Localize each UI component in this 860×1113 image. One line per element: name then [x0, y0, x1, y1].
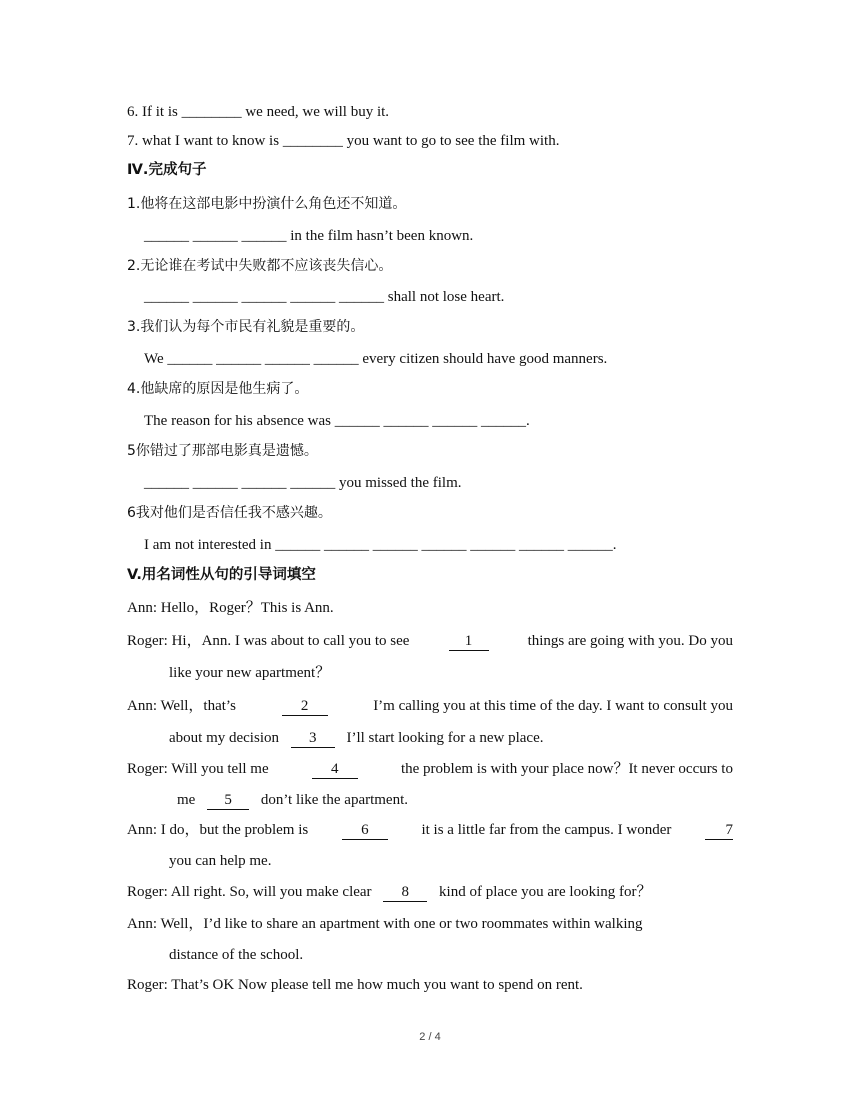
- blank-8: 8: [383, 885, 427, 902]
- chinese-sentence-3: 3.我们认为每个市民有礼貌是重要的。: [127, 319, 365, 335]
- exercise-line-7: 7. what I want to know is ________ you want to go to see the film with.: [127, 133, 560, 149]
- text-segment: about my decision: [169, 730, 279, 746]
- dialogue-line-2: [127, 634, 733, 651]
- blank-4: 4: [312, 762, 358, 779]
- text-segment: Roger: Hi，Ann. I was about to call you to see: [127, 633, 410, 649]
- exercise-line-6: 6. If it is ________ we need, we will buy it.: [127, 104, 390, 120]
- dialogue-line-1: Ann: Hello，Roger？This is Ann.: [127, 600, 334, 616]
- dialogue-line-3-cont: [169, 731, 544, 748]
- text-segment: don’t like the apartment.: [260, 792, 409, 808]
- blank-1: 1: [449, 634, 489, 651]
- english-sentence-3: We ______ ______ ______ ______ every citizen should have good manners.: [144, 351, 608, 367]
- chinese-sentence-4: 4.他缺席的原因是他生病了。: [127, 381, 309, 397]
- dialogue-line-5-cont: you can help me.: [169, 853, 272, 869]
- dialogue-line-7: Ann: Well，I’d like to share an apartment with one or two roommates within walking: [127, 916, 643, 932]
- english-sentence-6: I am not interested in ______ ______ ______ ______ ______ ______ ______.: [144, 537, 617, 553]
- text-segment: Roger: Will you tell me: [127, 761, 269, 777]
- english-sentence-5: ______ ______ ______ ______ you missed the film.: [144, 475, 462, 491]
- text-segment: Ann: I do，but the problem is: [127, 822, 309, 838]
- dialogue-line-5: [127, 823, 733, 840]
- dialogue-line-4-cont: [177, 793, 408, 810]
- section-heading-v: V.用名词性从句的引导词填空: [127, 567, 316, 583]
- text-segment: kind of place you are looking for？: [439, 884, 652, 900]
- chinese-sentence-6: 6我对他们是否信任我不感兴趣。: [127, 505, 332, 521]
- text-segment: Roger: All right. So, will you make clear: [127, 884, 372, 900]
- english-sentence-2: ______ ______ ______ ______ ______ shall not lose heart.: [144, 289, 505, 305]
- section-heading-iv: Ⅳ.完成句子: [127, 162, 207, 178]
- dialogue-line-6: [127, 885, 652, 902]
- english-sentence-4: The reason for his absence was ______ ______ ______ ______.: [144, 413, 530, 429]
- chinese-sentence-5: 5你错过了那部电影真是遗憾。: [127, 443, 318, 459]
- blank-2: 2: [282, 699, 328, 716]
- text-segment: Ann: Well，that’s: [127, 698, 236, 714]
- blank-3: 3: [291, 731, 335, 748]
- dialogue-line-8: Roger: That’s OK Now please tell me how much you want to spend on rent.: [127, 977, 583, 993]
- dialogue-line-3: [127, 699, 733, 716]
- chinese-sentence-2: 2.无论谁在考试中失败都不应该丧失信心。: [127, 258, 393, 274]
- text-segment: I’ll start looking for a new place.: [346, 730, 544, 746]
- blank-6: 6: [342, 823, 388, 840]
- blank-7: 7: [705, 823, 733, 840]
- text-segment: it is a little far from the campus. I wonder: [421, 822, 672, 838]
- dialogue-line-7-cont: distance of the school.: [169, 947, 304, 963]
- text-segment: the problem is with your place now？It never occurs to: [400, 761, 733, 777]
- dialogue-line-2-cont: like your new apartment？: [169, 665, 331, 681]
- text-segment: me: [177, 792, 196, 808]
- english-sentence-1: ______ ______ ______ in the film hasn’t been known.: [144, 228, 474, 244]
- page-number: 2 / 4: [419, 1031, 441, 1043]
- chinese-sentence-1: 1.他将在这部电影中扮演什么角色还不知道。: [127, 196, 407, 212]
- text-segment: I’m calling you at this time of the day. I want to consult you: [373, 698, 733, 714]
- dialogue-line-4: [127, 762, 733, 779]
- blank-5: 5: [207, 793, 249, 810]
- text-segment: things are going with you. Do you: [527, 633, 733, 649]
